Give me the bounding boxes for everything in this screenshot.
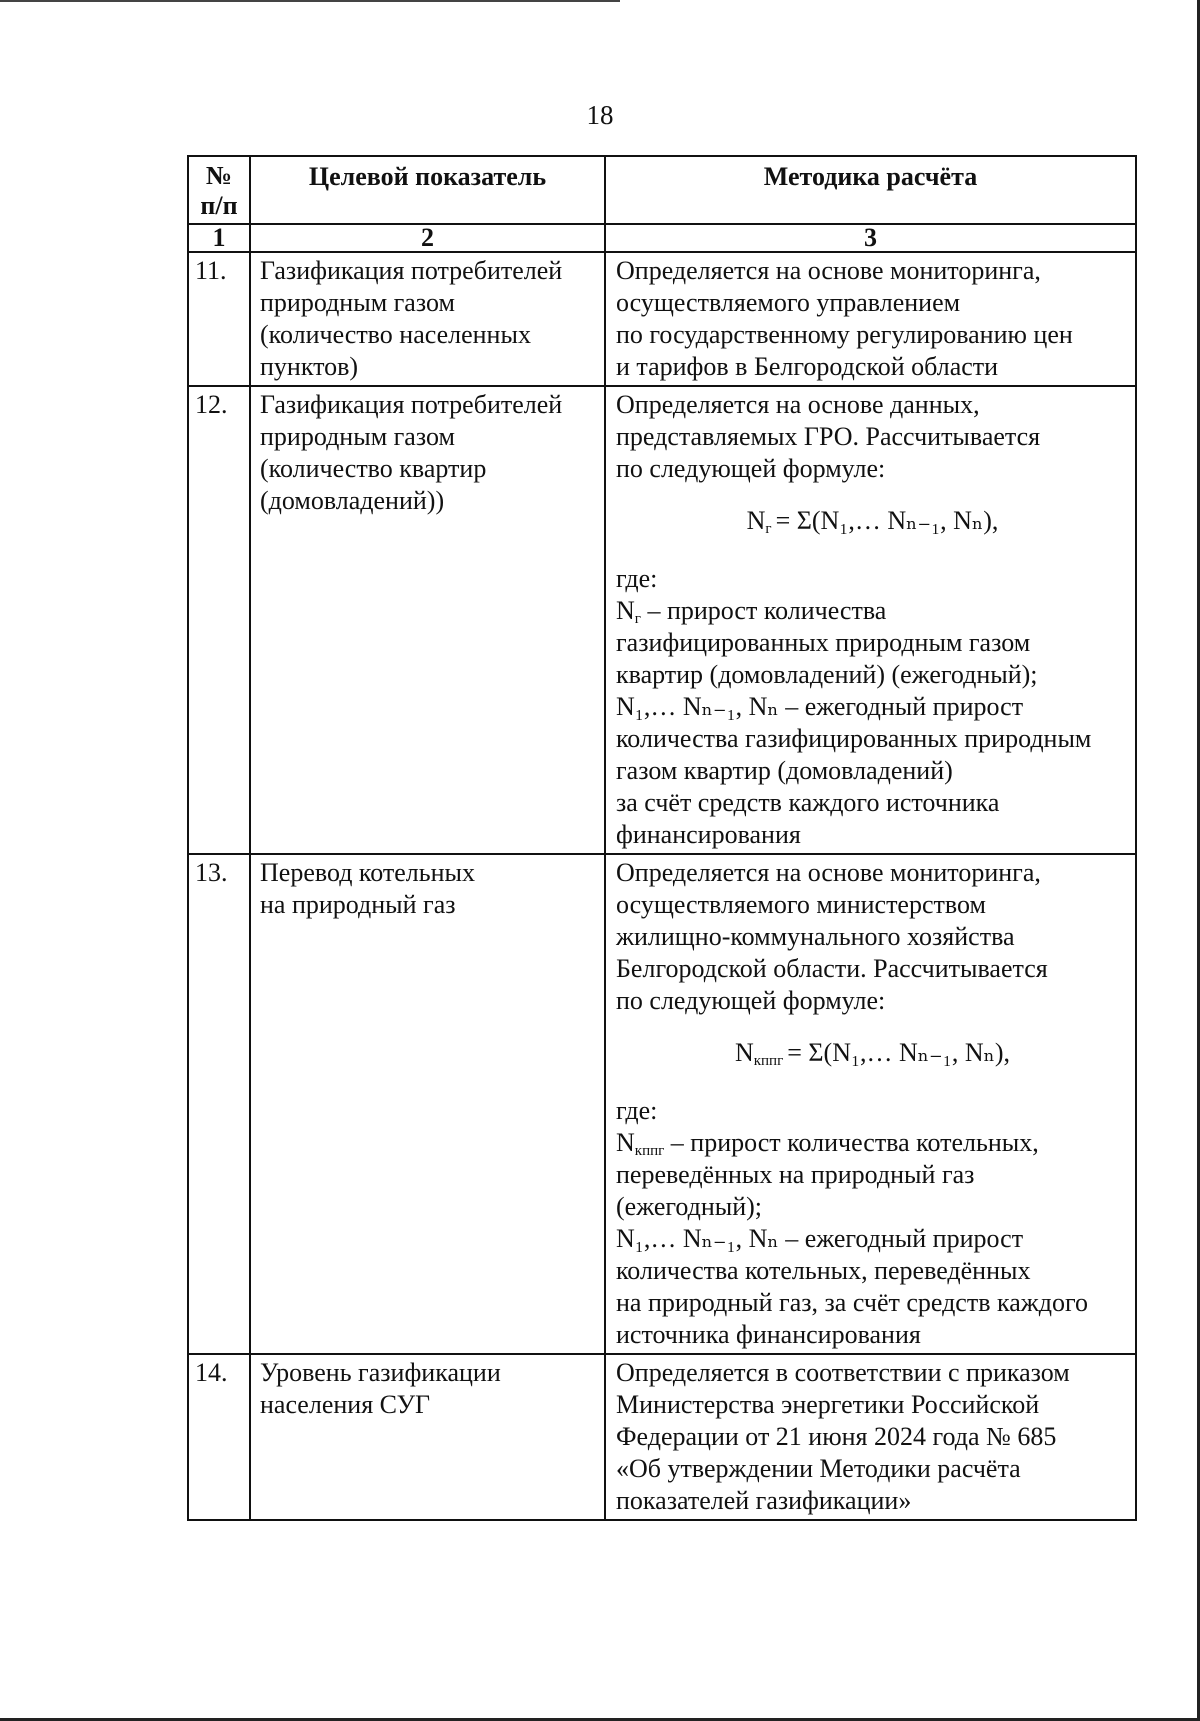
method-line: Определяется на основе мониторинга, <box>616 858 1041 887</box>
column-index: 1 <box>188 224 250 252</box>
formula-lhs-subscript: кппг <box>753 1053 784 1069</box>
definition-text: переведённых на природный газ <box>616 1160 975 1189</box>
definition-line <box>616 819 1129 851</box>
header-number-line1: № <box>205 161 233 190</box>
definition-line <box>616 1159 1129 1191</box>
row-indicator <box>250 252 605 386</box>
indicator-line: населения СУГ <box>260 1390 431 1419</box>
method-line: Федерации от 21 июня 2024 года № 685 <box>616 1422 1057 1451</box>
definition-line <box>616 1319 1129 1351</box>
scan-edge-top <box>0 0 620 2</box>
method-line: и тарифов в Белгородской области <box>616 352 999 381</box>
definition-line <box>616 627 1129 659</box>
row-indicator <box>250 854 605 1354</box>
header-row <box>188 156 1136 224</box>
row-number: 13. <box>188 854 250 1354</box>
definition-symbol: N₁,… Nₙ₋₁, Nₙ <box>616 692 779 721</box>
where-label: где: <box>616 564 658 593</box>
method-line: Определяется на основе мониторинга, <box>616 256 1041 285</box>
definition-text: количества котельных, переведённых <box>616 1256 1031 1285</box>
definition-line <box>616 691 1129 723</box>
definition-text: газом квартир (домовладений) <box>616 756 953 785</box>
definition-line <box>616 595 1129 627</box>
definition-line <box>616 1191 1129 1223</box>
definition-text: квартир (домовладений) (ежегодный); <box>616 660 1038 689</box>
method-line: осуществляемого управлением <box>616 288 961 317</box>
method-line: осуществляемого министерством <box>616 890 986 919</box>
formula-lhs: $N_{кппг}$ <box>734 1038 784 1069</box>
definition-line <box>616 1223 1129 1255</box>
where-label: где: <box>616 1096 658 1125</box>
column-index: 3 <box>605 224 1136 252</box>
table-row <box>188 386 1136 854</box>
definition-text: – прирост количества <box>640 596 887 625</box>
row-number: 14. <box>188 1354 250 1520</box>
indicator-line: (количество квартир <box>260 454 487 483</box>
table-row <box>188 252 1136 386</box>
definition-text: источника финансирования <box>616 1320 921 1349</box>
definition-subscript: кппг <box>634 1143 665 1159</box>
method-line: Определяется в соответствии с приказом <box>616 1358 1070 1387</box>
row-number: 11. <box>188 252 250 386</box>
method-line: жилищно-коммунального хозяйства <box>616 922 1015 951</box>
indicator-line: (домовладений)) <box>260 486 445 515</box>
definition-text: (ежегодный); <box>616 1192 763 1221</box>
definition-text: – ежегодный прирост <box>778 1224 1024 1253</box>
method-line: по следующей формуле: <box>616 986 886 1015</box>
header-indicator: Целевой показатель <box>250 156 605 224</box>
indicator-line: (количество населенных <box>260 320 531 349</box>
indicator-line: пунктов) <box>260 352 359 381</box>
method-line: показателей газификации» <box>616 1486 912 1515</box>
indicator-line: природным газом <box>260 288 455 317</box>
method-line: Министерства энергетики Российской <box>616 1390 1040 1419</box>
indicator-line: Газификация потребителей <box>260 256 563 285</box>
formula-rhs: = Σ(N₁,… Nₙ₋₁, Nₙ), <box>775 506 999 535</box>
definition-line <box>616 755 1129 787</box>
page-number: 18 <box>586 100 614 130</box>
row-indicator <box>250 1354 605 1520</box>
definition-text: – прирост количества котельных, <box>664 1128 1039 1157</box>
indicator-line: Газификация потребителей <box>260 390 563 419</box>
table-row <box>188 1354 1136 1520</box>
formula-rhs: = Σ(N₁,… Nₙ₋₁, Nₙ), <box>787 1038 1011 1067</box>
definition-line <box>616 1255 1129 1287</box>
indicators-table <box>187 155 1137 1521</box>
row-method <box>605 1354 1136 1520</box>
formula <box>616 505 1129 537</box>
header-method: Методика расчёта <box>605 156 1136 224</box>
row-method <box>605 854 1136 1354</box>
formula <box>616 1037 1129 1069</box>
indicator-line: Перевод котельных <box>260 858 476 887</box>
definition-text: – ежегодный прирост <box>778 692 1024 721</box>
row-method <box>605 252 1136 386</box>
definition-text: газифицированных природным газом <box>616 628 1031 657</box>
indicator-line: природным газом <box>260 422 455 451</box>
method-line: «Об утверждении Методики расчёта <box>616 1454 1021 1483</box>
header-number <box>188 156 250 224</box>
definition-text: финансирования <box>616 820 801 849</box>
formula-lhs: $N_г$ <box>746 506 772 537</box>
definition-line <box>616 787 1129 819</box>
method-line: по следующей формуле: <box>616 454 886 483</box>
column-index-row <box>188 224 1136 252</box>
method-line: Белгородской области. Рассчитывается <box>616 954 1048 983</box>
definition-line <box>616 1127 1129 1159</box>
method-line: Определяется на основе данных, <box>616 390 980 419</box>
row-number: 12. <box>188 386 250 854</box>
definition-text: за счёт средств каждого источника <box>616 788 1000 817</box>
row-indicator <box>250 386 605 854</box>
method-line: по государственному регулированию цен <box>616 320 1073 349</box>
definition-line <box>616 1287 1129 1319</box>
definition-text: на природный газ, за счёт средств каждого <box>616 1288 1088 1317</box>
method-line: представляемых ГРО. Рассчитывается <box>616 422 1041 451</box>
definition-line <box>616 659 1129 691</box>
definition-symbol: $N_г$ <box>616 596 641 627</box>
indicator-line: на природный газ <box>260 890 456 919</box>
header-number-line2: п/п <box>200 191 238 220</box>
row-method <box>605 386 1136 854</box>
column-index: 2 <box>250 224 605 252</box>
definition-subscript: г <box>634 611 641 627</box>
definition-symbol: N₁,… Nₙ₋₁, Nₙ <box>616 1224 779 1253</box>
table-row <box>188 854 1136 1354</box>
definition-symbol: $N_{кппг}$ <box>616 1128 665 1159</box>
table-body <box>188 252 1136 1520</box>
definition-text: количества газифицированных природным <box>616 724 1092 753</box>
formula-lhs-subscript: г <box>765 521 772 537</box>
indicator-line: Уровень газификации <box>260 1358 501 1387</box>
definition-line <box>616 723 1129 755</box>
